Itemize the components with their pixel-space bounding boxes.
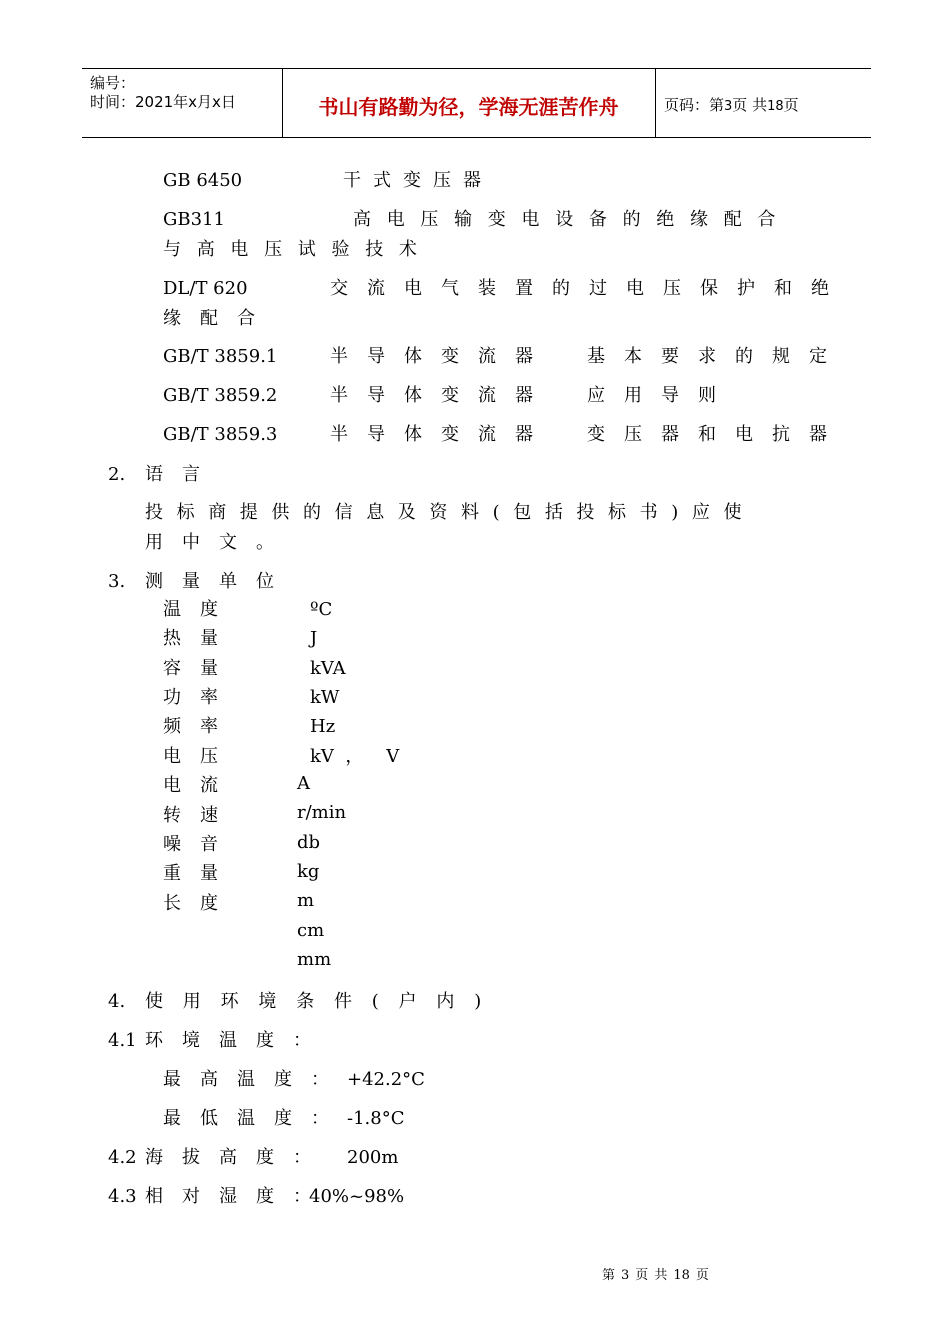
condition-value: 40%~98% — [309, 1186, 405, 1207]
unit-name: 长度 — [163, 893, 237, 914]
standard-code: GB/T 3859.1 — [163, 346, 278, 367]
unit-symbol: Hz — [310, 716, 336, 737]
unit-name: 功率 — [163, 687, 237, 708]
paragraph-line: 投标商提供的信息及资料(包括投标书)应使 — [145, 502, 756, 523]
condition-value: 200m — [347, 1147, 399, 1168]
standard-title-continued: 缘配合 — [163, 308, 274, 329]
subsection-number: 4.3 — [108, 1186, 137, 1207]
unit-symbol: J — [310, 628, 318, 649]
unit-name: 温度 — [163, 599, 237, 620]
condition-label: 最高温度： — [163, 1069, 348, 1090]
subsection-number: 4.1 — [108, 1030, 137, 1051]
paragraph-line: 用中文。 — [145, 532, 293, 553]
unit-symbol: cm — [297, 920, 325, 941]
unit-symbol: m — [297, 890, 315, 911]
unit-name: 热量 — [163, 628, 237, 649]
condition-value: +42.2°C — [347, 1069, 425, 1090]
header-divider — [655, 69, 656, 137]
standard-subtitle: 应用导则 — [587, 385, 735, 406]
unit-name: 重量 — [163, 863, 237, 884]
unit-name: 电压 — [163, 746, 237, 767]
unit-name: 频率 — [163, 716, 237, 737]
standard-title: 干式变压器 — [343, 170, 493, 191]
unit-name: 容量 — [163, 658, 237, 679]
section-heading: 测量单位 — [145, 571, 293, 592]
section-number: 3. — [108, 571, 126, 592]
standard-subtitle: 基本要求的规定 — [587, 346, 846, 367]
standard-title: 半导体变流器 — [330, 424, 552, 445]
standard-code: GB311 — [163, 209, 225, 230]
unit-symbol: kVA — [310, 658, 346, 679]
section-number: 2. — [108, 464, 126, 485]
standard-title-continued: 与高电压试验技术 — [163, 239, 433, 260]
unit-name: 噪音 — [163, 834, 237, 855]
document-date: 时间：2021年x月x日 — [90, 93, 236, 111]
standard-title: 半导体变流器 — [330, 346, 552, 367]
unit-symbol: A — [297, 773, 310, 794]
document-number-label: 编号： — [90, 74, 136, 92]
unit-symbol: kW — [310, 687, 340, 708]
unit-symbol: kg — [297, 861, 320, 882]
standard-title: 高电压输变电设备的绝缘配合 — [353, 209, 792, 230]
page-footer: 第 3 页 共 18 页 — [602, 1268, 709, 1283]
condition-label: 最低温度： — [163, 1108, 348, 1129]
section-heading: 语言 — [145, 464, 219, 485]
unit-name: 电流 — [163, 775, 237, 796]
condition-label: 相对湿度： — [145, 1186, 330, 1207]
unit-name: 转速 — [163, 805, 237, 826]
condition-value: -1.8°C — [347, 1108, 405, 1129]
header-motto: 书山有路勤为径，学海无涯苦作舟 — [318, 95, 619, 119]
standard-code: DL/T 620 — [163, 278, 248, 299]
standard-title: 半导体变流器 — [330, 385, 552, 406]
header-page-info: 页码：第3页 共18页 — [664, 96, 799, 114]
unit-symbol: db — [297, 832, 321, 853]
section-number: 4. — [108, 991, 126, 1012]
standard-code: GB 6450 — [163, 170, 243, 191]
subsection-number: 4.2 — [108, 1147, 137, 1168]
standard-code: GB/T 3859.3 — [163, 424, 278, 445]
unit-symbol: mm — [297, 949, 332, 970]
unit-symbol: ºC — [310, 599, 333, 620]
page-header — [82, 68, 871, 138]
standard-title: 交流电气装置的过电压保护和绝 — [330, 278, 848, 299]
unit-symbol: r/min — [297, 802, 347, 823]
standard-subtitle: 变压器和电抗器 — [587, 424, 846, 445]
standard-code: GB/T 3859.2 — [163, 385, 278, 406]
unit-symbol: kV ， V — [310, 746, 400, 767]
condition-label: 海拔高度： — [145, 1147, 330, 1168]
section-heading: 使用环境条件(户内) — [145, 991, 502, 1012]
subsection-heading: 环境温度： — [145, 1030, 330, 1051]
